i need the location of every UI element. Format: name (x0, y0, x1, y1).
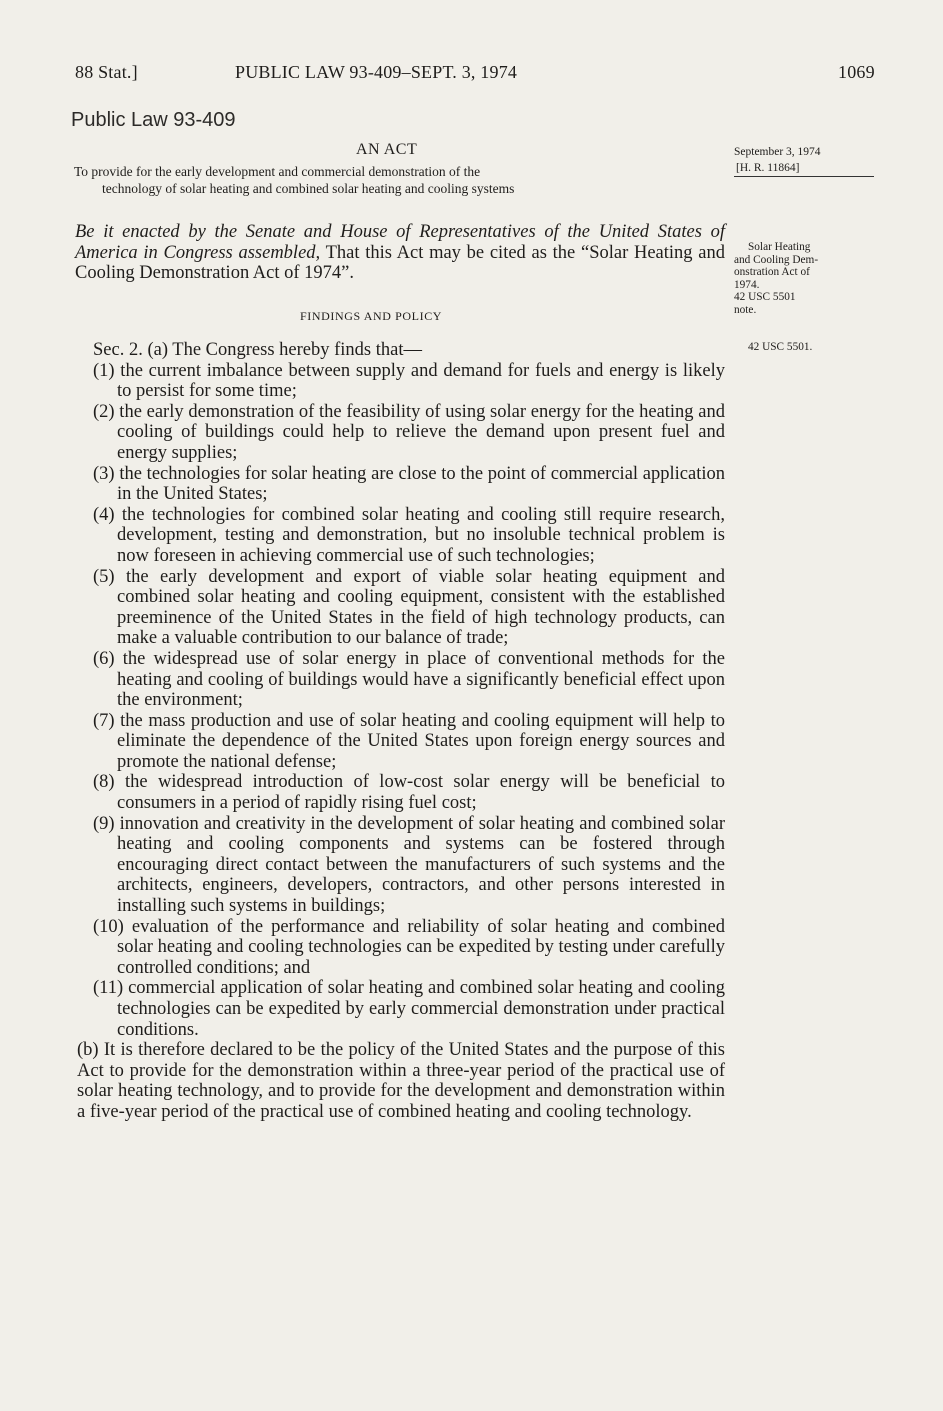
purpose-line-2: technology of solar heating and combined solar heating and cooling systems (102, 181, 515, 196)
law-title: Public Law 93-409 (71, 109, 236, 131)
margin-note-date (734, 144, 874, 177)
finding-9: (9) innovation and creativity in the development of solar heating and combined solar heating and cooling components and systems can be fostered through encouraging direct contact between the manufacturers of such systems and the architects, engineers, developers, contractors, and other persons interested in installing such systems in buildings; (93, 813, 725, 917)
finding-10: (10) evaluation of the performance and reliability of solar heating and combined solar heating and cooling technologies can be expedited by testing under carefully controlled conditions; and (93, 916, 725, 978)
finding-1: (1) the current imbalance between supply and demand for fuels and energy is likely to persist for some time; (93, 360, 725, 402)
enacting-clause (75, 222, 725, 284)
margin-note-usc: 42 USC 5501. (748, 341, 813, 353)
finding-3: (3) the technologies for solar heating are close to the point of commercial application in the United States; (93, 463, 725, 505)
finding-7: (7) the mass production and use of solar heating and cooling equipment will help to eliminate the dependence of the United States upon foreign energy sources and promote the national defense; (93, 710, 725, 772)
finding-4: (4) the technologies for combined solar heating and cooling still require research, development, testing and demonstration, but no insoluble technical problem is now foreseen in achieving commercial use of such technologies; (93, 504, 725, 566)
finding-6: (6) the widespread use of solar energy in place of conventional methods for the heating and cooling of buildings would have a significantly beneficial effect upon the environment; (93, 648, 725, 711)
short-title-text: That this Act may be cited as the “Solar Heating and Cooling Demonstration Act of 1974”. (75, 242, 725, 284)
purpose-line-1: To provide for the early development and commercial demonstration of the (74, 164, 481, 179)
section-2-intro: Sec. 2. (a) The Congress hereby finds that— (93, 340, 422, 360)
margin-note-short-title: Solar Heating and Cooling Dem- onstration Act of 1974. 42 USC 5501 note. (734, 241, 819, 316)
purpose-clause (74, 163, 724, 197)
running-header-statute: 88 Stat.] (75, 62, 138, 82)
finding-5: (5) the early development and export of viable solar heating equipment and combined solar heating and cooling equipment, consistent with the established preeminence of the United States in the field of high technology products, can make a valuable contribution to our balance of trade; (93, 566, 725, 649)
enactment-date: September 3, 1974 (734, 146, 821, 158)
section-heading: FINDINGS AND POLICY (300, 309, 443, 323)
finding-8: (8) the widespread introduction of low-cost solar energy will be beneficial to consumers in a period of rapidly rising fuel cost; (93, 772, 725, 814)
running-header-title: PUBLIC LAW 93-409–SEPT. 3, 1974 (235, 62, 518, 82)
page-number: 1069 (838, 62, 875, 82)
act-title: AN ACT (356, 141, 418, 158)
finding-11: (11) commercial application of solar heating and combined solar heating and cooling technologies can be expedited by early commercial demonstration under practical conditions. (93, 978, 725, 1040)
bill-number: [H. R. 11864] (734, 160, 874, 177)
policy-declaration: (b) It is therefore declared to be the policy of the United States and the purpose of this Act to provide for the demonstration within a three-year period of the practical use of solar heating technology, and to provide for the development and demonstration within a five-year period of the practical use of combined heating and cooling technology. (77, 1040, 725, 1122)
enacting-formula: Be it enacted by the Senate and House of Representatives of the United States of America in Congress assembled, (75, 222, 725, 263)
finding-2: (2) the early demonstration of the feasibility of using solar energy for the heating and cooling of buildings could help to relieve the demand upon present fuel and energy supplies; (93, 401, 725, 463)
section-2-body (75, 340, 725, 1123)
